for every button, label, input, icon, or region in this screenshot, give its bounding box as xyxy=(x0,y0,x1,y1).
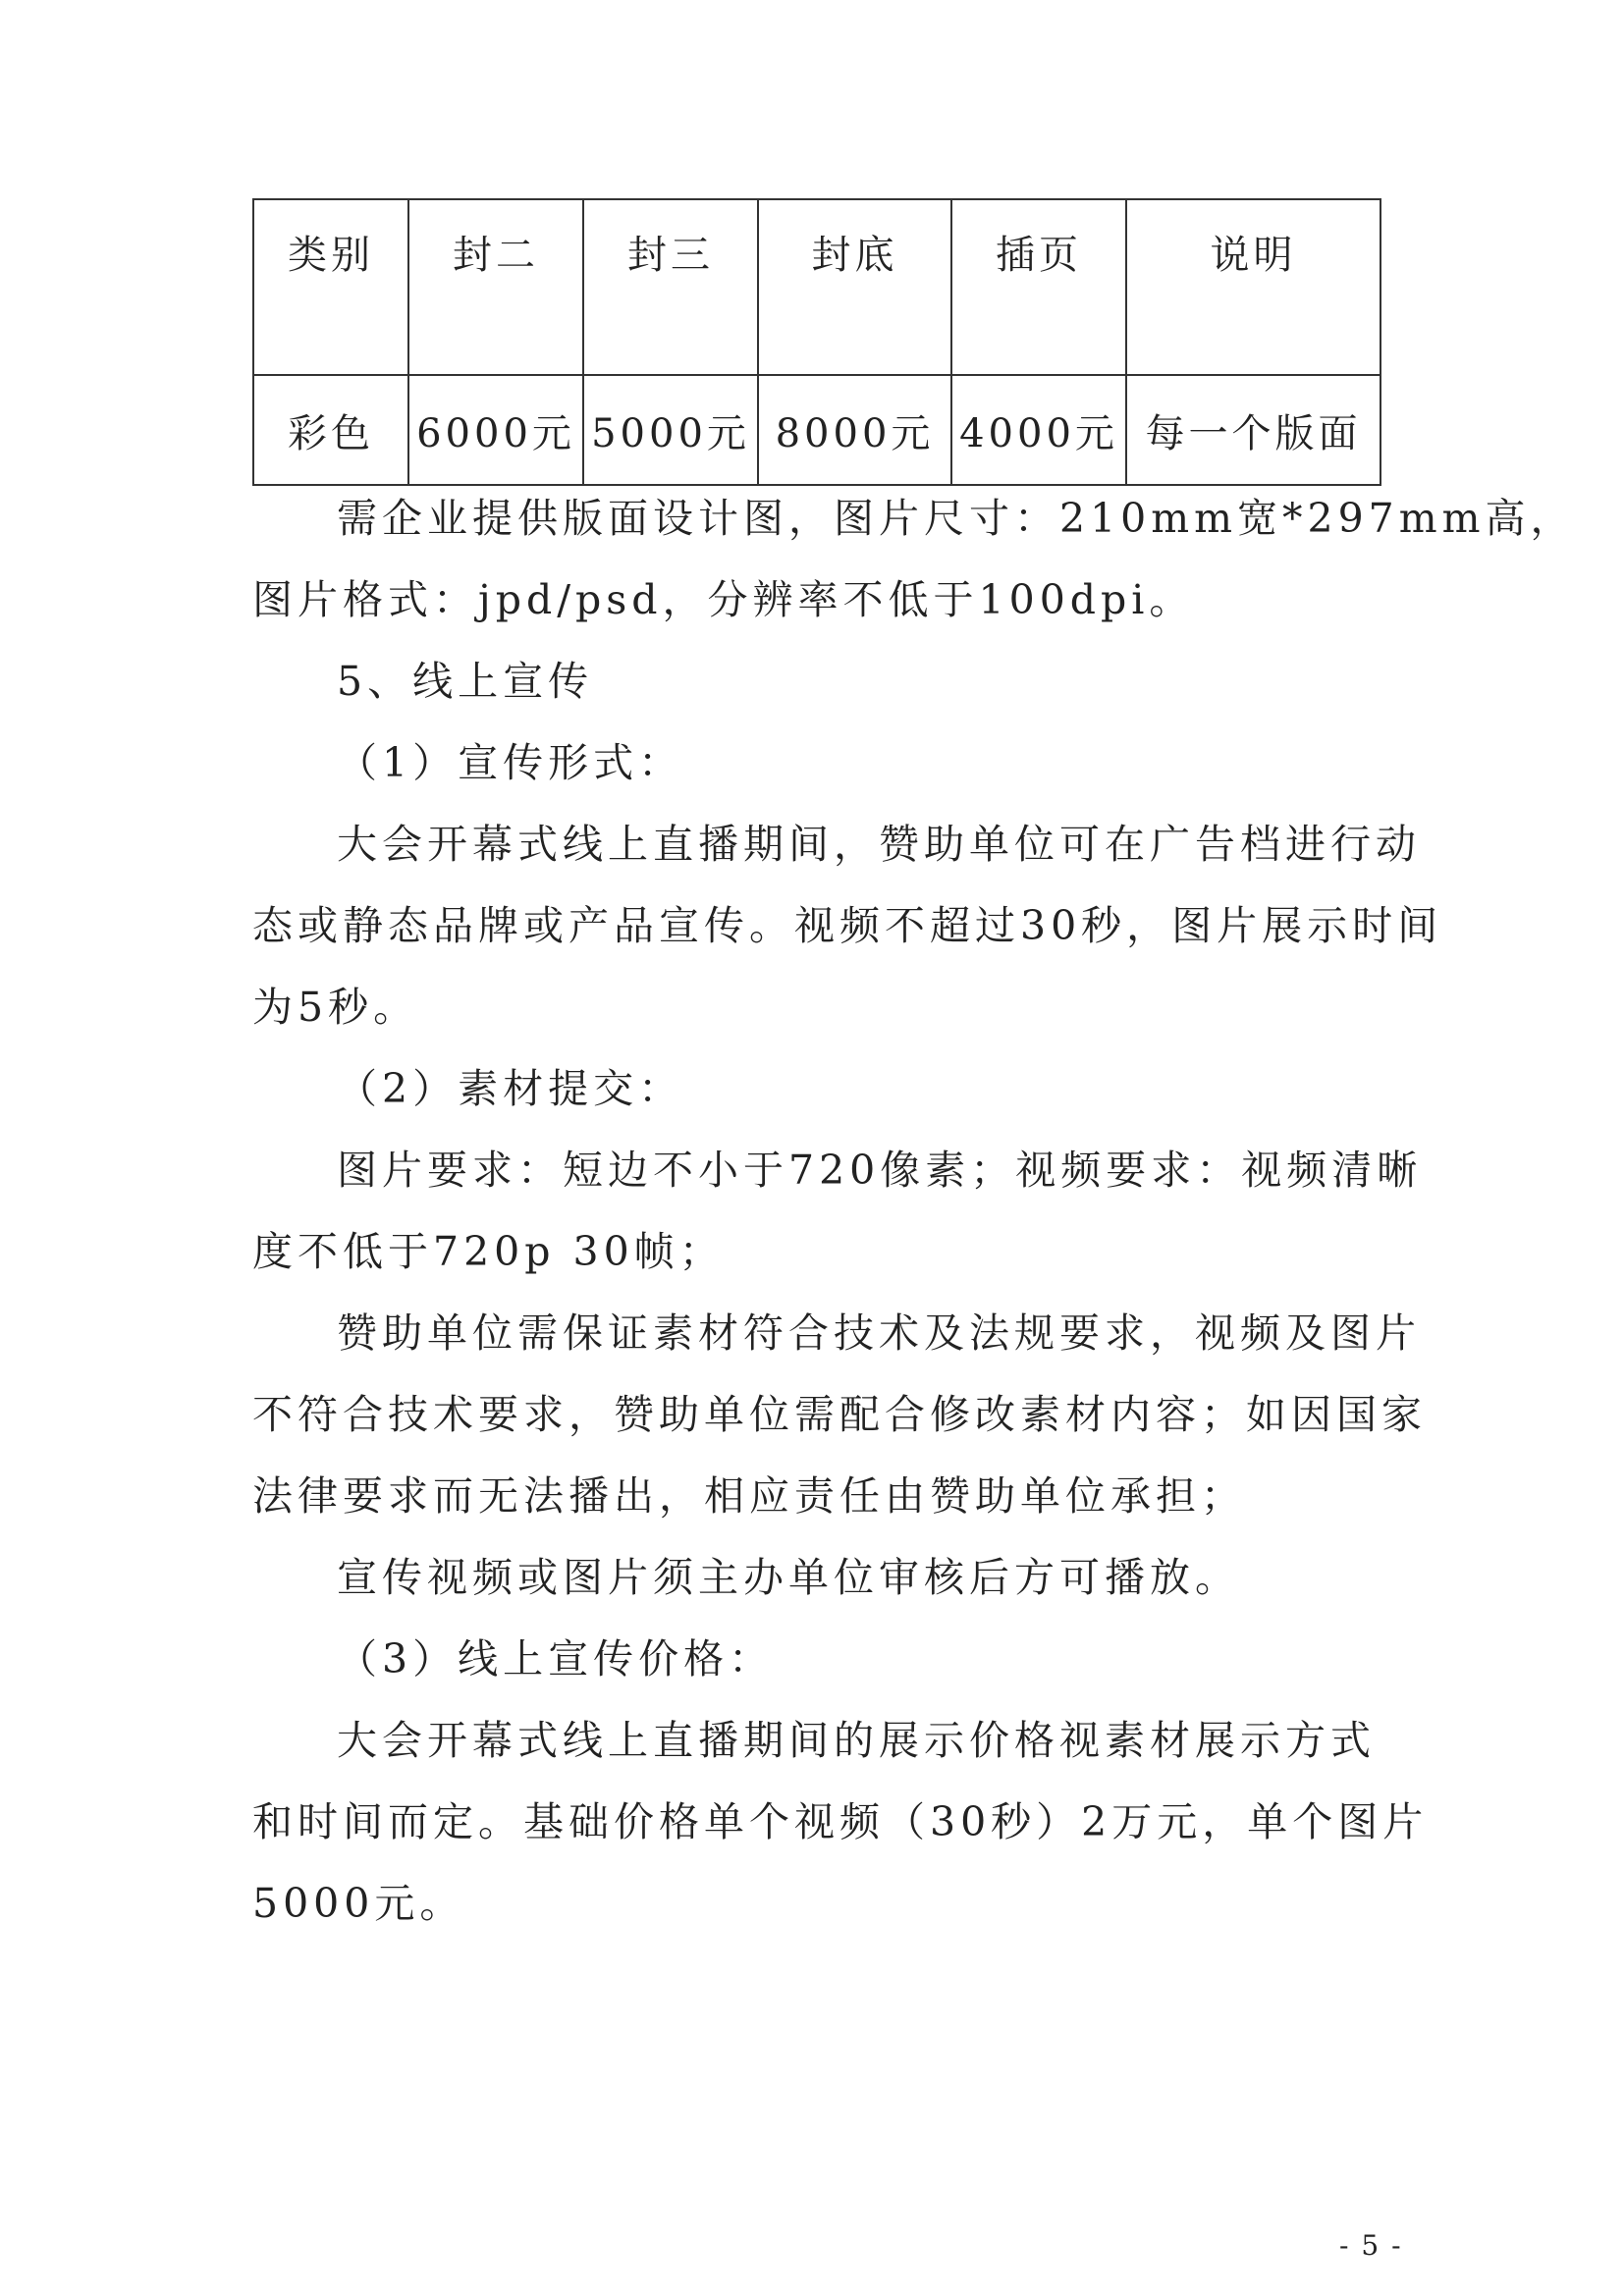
table-row xyxy=(253,375,1380,485)
table-header-cell: 类别 xyxy=(253,199,408,375)
paragraph-line: 需企业提供版面设计图，图片尺寸：210mm宽*297mm高， xyxy=(337,495,1576,542)
paragraph-line: 宣传视频或图片须主办单位审核后方可播放。 xyxy=(337,1554,1240,1601)
table-header-cell: 封底 xyxy=(758,199,951,375)
paragraph-line: 法律要求而无法播出，相应责任由赞助单位承担； xyxy=(252,1472,1246,1520)
paragraph-line: 5000元。 xyxy=(252,1880,465,1927)
paragraph-line: 大会开幕式线上直播期间，赞助单位可在广告档进行动 xyxy=(337,821,1421,868)
table-header-cell: 插页 xyxy=(951,199,1126,375)
page-number: - 5 - xyxy=(1339,2229,1403,2262)
subsection-heading: （1）宣传形式： xyxy=(337,739,684,786)
ad-price-table xyxy=(252,198,1381,486)
table-header-row xyxy=(253,199,1380,375)
table-cell: 6000元 xyxy=(408,375,583,485)
section-heading: 5、线上宣传 xyxy=(337,658,594,705)
paragraph-line: 和时间而定。基础价格单个视频（30秒）2万元，单个图片 xyxy=(252,1798,1429,1845)
table-header-cell: 说明 xyxy=(1126,199,1380,375)
table-cell: 4000元 xyxy=(951,375,1126,485)
paragraph-line: 赞助单位需保证素材符合技术及法规要求，视频及图片 xyxy=(337,1309,1421,1357)
paragraph-line: 为5秒。 xyxy=(252,984,419,1031)
paragraph-line: 图片格式：jpd/psd，分辨率不低于100dpi。 xyxy=(252,576,1195,623)
table-cell: 8000元 xyxy=(758,375,951,485)
subsection-heading: （2）素材提交： xyxy=(337,1065,684,1112)
paragraph-line: 态或静态品牌或产品宣传。视频不超过30秒，图片展示时间 xyxy=(252,902,1443,949)
table-cell: 5000元 xyxy=(583,375,758,485)
subsection-heading: （3）线上宣传价格： xyxy=(337,1635,775,1682)
table-header-cell: 封三 xyxy=(583,199,758,375)
paragraph-line: 不符合技术要求，赞助单位需配合修改素材内容；如因国家 xyxy=(252,1391,1427,1438)
table-cell: 彩色 xyxy=(253,375,408,485)
table-header-cell: 封二 xyxy=(408,199,583,375)
paragraph-line: 图片要求：短边不小于720像素；视频要求：视频清晰 xyxy=(337,1147,1423,1194)
table-cell: 每一个版面 xyxy=(1126,375,1380,485)
paragraph-line: 大会开幕式线上直播期间的展示价格视素材展示方式 xyxy=(337,1717,1376,1764)
paragraph-line: 度不低于720p 30帧； xyxy=(252,1228,725,1275)
